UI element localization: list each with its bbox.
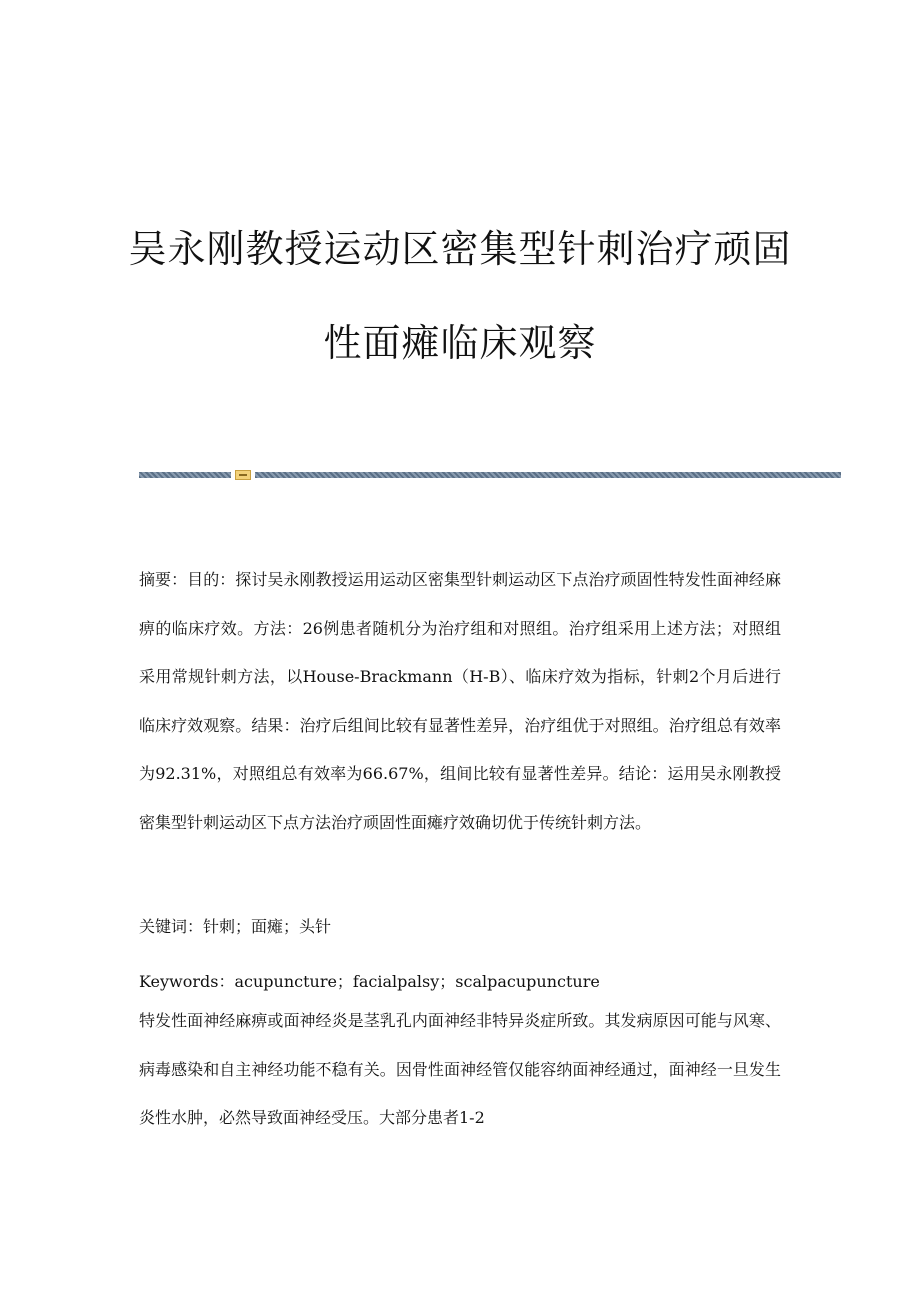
document-title-line-2: 性面瘫临床观察 [323, 321, 597, 365]
abstract-paragraph: 摘要：目的：探讨吴永刚教授运用运动区密集型针刺运动区下点治疗顽固性特发性面神经麻痹的临床疗效。方法：26例患者随机分为治疗组和对照组。治疗组采用上述方法；对照组采用常规针刺方法，以House-Brackmann（H-B）、临床疗效为指标，针刺2个月后进行临床疗效观察。结果：治疗后组间比较有显著性差异，治疗组优于对照组。治疗组总有效率为92.31%，对照组总有效率为66.67%，组间比较有显著性差异。结论：运用吴永刚教授密集型针刺运动区下点方法治疗顽固性面瘫疗效确切优于传统针刺方法。 [139, 570, 781, 832]
keywords-en: Keywords：acupuncture；facialpalsy；scalpacupuncture [139, 972, 600, 991]
document-title-line-1: 吴永刚教授运动区密集型针刺治疗顽固 [128, 227, 792, 271]
divider-ornament-icon [235, 470, 251, 480]
divider-bar-left [139, 472, 231, 478]
title-divider [139, 470, 841, 480]
keywords-cn: 关键词：针刺；面瘫；头针 [139, 917, 332, 936]
body-paragraph: 特发性面神经麻痹或面神经炎是茎乳孔内面神经非特异炎症所致。其发病原因可能与风寒、病毒感染和自主神经功能不稳有关。因骨性面神经管仅能容纳面神经通过，面神经一旦发生炎性水肿，必然导致面神经受压。大部分患者1-2 [139, 1011, 781, 1127]
divider-bar-right [255, 472, 841, 478]
